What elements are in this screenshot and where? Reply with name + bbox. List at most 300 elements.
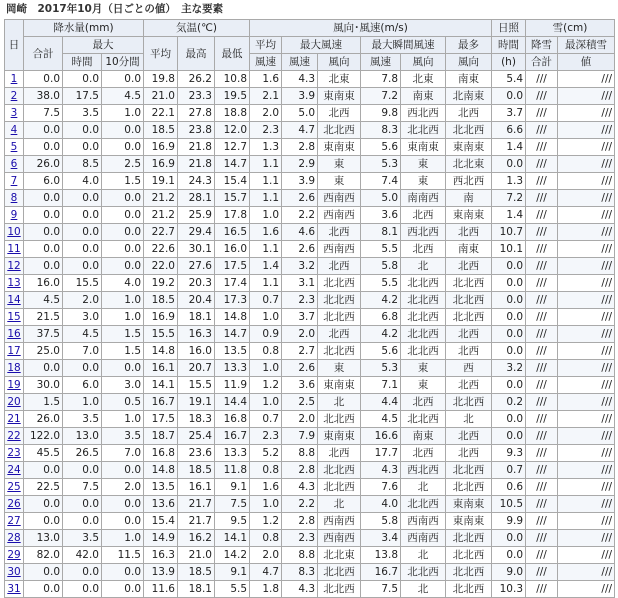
precip-10min-cell: 0.0 bbox=[102, 564, 144, 581]
snowdepth-cell: /// bbox=[558, 292, 615, 309]
precip-total-cell: 1.5 bbox=[24, 394, 63, 411]
wind-maxspeed-dir-cell: 西南西 bbox=[318, 190, 361, 207]
wind-gust-dir-cell: 北北西 bbox=[401, 309, 446, 326]
wind-gust-cell: 6.8 bbox=[361, 309, 401, 326]
wind-gust-cell: 4.2 bbox=[361, 292, 401, 309]
wind-gust-cell: 8.3 bbox=[361, 122, 401, 139]
temp-avg-cell: 18.5 bbox=[144, 122, 178, 139]
precip-max-header: 最大 bbox=[63, 37, 144, 54]
wind-mode-dir-cell: 北西 bbox=[446, 428, 492, 445]
day-link[interactable]: 28 bbox=[7, 532, 21, 544]
precip-hour-cell: 1.0 bbox=[63, 394, 102, 411]
wind-avg-cell: 2.0 bbox=[250, 547, 282, 564]
sunshine-cell: 3.2 bbox=[492, 360, 526, 377]
day-cell bbox=[5, 224, 24, 241]
snowfall-cell: /// bbox=[526, 496, 558, 513]
temp-avg-header: 平均 bbox=[144, 37, 178, 71]
precip-hour-cell: 15.5 bbox=[63, 275, 102, 292]
wind-gust-dir-cell: 西北西 bbox=[401, 105, 446, 122]
temp-max-cell: 28.1 bbox=[178, 190, 215, 207]
table-row bbox=[5, 479, 615, 496]
temp-max-cell: 20.7 bbox=[178, 360, 215, 377]
day-link[interactable]: 26 bbox=[7, 498, 21, 510]
wind-gust-cell: 7.8 bbox=[361, 71, 401, 88]
precip-total-cell: 45.5 bbox=[24, 445, 63, 462]
day-header: 日 bbox=[5, 20, 24, 71]
wind-mode-dir-cell: 北 bbox=[446, 411, 492, 428]
snowdepth-cell: /// bbox=[558, 343, 615, 360]
precip-total-header: 合計 bbox=[24, 37, 63, 71]
day-cell bbox=[5, 394, 24, 411]
precip-total-cell: 122.0 bbox=[24, 428, 63, 445]
wind-maxspeed-dir-cell: 北北西 bbox=[318, 411, 361, 428]
wind-mode-dir-cell: 東南東 bbox=[446, 139, 492, 156]
wind-gust-dir-cell: 西北西 bbox=[401, 224, 446, 241]
snowfall-cell: /// bbox=[526, 377, 558, 394]
snowfall-cell: /// bbox=[526, 360, 558, 377]
day-link[interactable]: 7 bbox=[10, 175, 18, 187]
day-cell bbox=[5, 411, 24, 428]
day-cell bbox=[5, 156, 24, 173]
precip-10min-cell: 0.0 bbox=[102, 513, 144, 530]
snowfall-cell: /// bbox=[526, 258, 558, 275]
snowfall-cell: /// bbox=[526, 428, 558, 445]
precip-total-cell: 0.0 bbox=[24, 564, 63, 581]
precip-10min-cell: 1.5 bbox=[102, 326, 144, 343]
wind-gust-dir-cell: 南南西 bbox=[401, 190, 446, 207]
temp-max-cell: 23.6 bbox=[178, 445, 215, 462]
wind-maxspeed-cell: 2.5 bbox=[282, 394, 318, 411]
wind-gust-cell: 5.5 bbox=[361, 275, 401, 292]
precip-10min-cell: 1.0 bbox=[102, 309, 144, 326]
sunshine-cell: 1.3 bbox=[492, 173, 526, 190]
precip-10min-cell: 0.0 bbox=[102, 207, 144, 224]
wind-avg-cell: 0.8 bbox=[250, 462, 282, 479]
temp-avg-cell: 15.5 bbox=[144, 326, 178, 343]
wind-maxspeed-dir-cell: 北西 bbox=[318, 445, 361, 462]
wind-maxspeed-dir-cell: 西南西 bbox=[318, 530, 361, 547]
precip-10min-cell: 1.5 bbox=[102, 343, 144, 360]
snowdepth-cell: /// bbox=[558, 360, 615, 377]
day-link[interactable]: 8 bbox=[10, 192, 18, 204]
wind-gust-dir-cell: 西南西 bbox=[401, 530, 446, 547]
table-row bbox=[5, 360, 615, 377]
wind-gust-cell: 5.3 bbox=[361, 360, 401, 377]
snowdepth-cell: /// bbox=[558, 326, 615, 343]
temp-avg-cell: 16.1 bbox=[144, 360, 178, 377]
snowdepth-cell: /// bbox=[558, 275, 615, 292]
precip-hour-header: 時間 bbox=[63, 54, 102, 71]
wind-maxspeed-cell: 4.3 bbox=[282, 581, 318, 598]
temp-max-cell: 21.8 bbox=[178, 139, 215, 156]
wind-gust-dir-cell: 北北西 bbox=[401, 122, 446, 139]
wind-avg-cell: 0.7 bbox=[250, 292, 282, 309]
snowfall-cell: /// bbox=[526, 309, 558, 326]
precip-hour-cell: 26.5 bbox=[63, 445, 102, 462]
day-link[interactable]: 16 bbox=[7, 328, 21, 340]
wind-maxspeed-cell: 2.2 bbox=[282, 496, 318, 513]
temp-avg-cell: 15.4 bbox=[144, 513, 178, 530]
table-row bbox=[5, 496, 615, 513]
temp-avg-cell: 21.2 bbox=[144, 207, 178, 224]
wind-maxspeed-cell: 7.9 bbox=[282, 428, 318, 445]
temp-min-cell: 17.5 bbox=[215, 258, 250, 275]
precip-10min-cell: 0.0 bbox=[102, 139, 144, 156]
wind-maxspeed-dir-cell: 北 bbox=[318, 496, 361, 513]
wind-maxspeed-dir-cell: 西南西 bbox=[318, 207, 361, 224]
precip-total-cell: 38.0 bbox=[24, 88, 63, 105]
snowfall-cell: /// bbox=[526, 513, 558, 530]
table-row bbox=[5, 394, 615, 411]
temp-max-cell: 27.8 bbox=[178, 105, 215, 122]
wind-maxspeed-cell: 4.3 bbox=[282, 479, 318, 496]
snowdepth-cell: /// bbox=[558, 71, 615, 88]
wind-maxspeed-dir-cell: 東南東 bbox=[318, 428, 361, 445]
day-link[interactable]: 30 bbox=[7, 566, 21, 578]
day-link[interactable]: 6 bbox=[10, 158, 18, 170]
day-link[interactable]: 20 bbox=[7, 396, 21, 408]
precip-hour-cell: 0.0 bbox=[63, 71, 102, 88]
table-header bbox=[5, 20, 615, 71]
wind-maxspeed-cell: 2.6 bbox=[282, 360, 318, 377]
wind-gust-header: 最大瞬間風速 bbox=[361, 37, 446, 54]
day-link[interactable]: 19 bbox=[7, 379, 21, 391]
temp-avg-cell: 19.8 bbox=[144, 71, 178, 88]
table-row bbox=[5, 122, 615, 139]
snowdepth-header-bottom: 値 bbox=[558, 54, 615, 71]
temp-min-cell: 14.2 bbox=[215, 547, 250, 564]
wind-avg-cell: 2.1 bbox=[250, 88, 282, 105]
wind-mode-dir-cell: 北西 bbox=[446, 326, 492, 343]
wind-avg-cell: 1.2 bbox=[250, 377, 282, 394]
sunshine-cell: 1.4 bbox=[492, 207, 526, 224]
table-row bbox=[5, 530, 615, 547]
table-row bbox=[5, 445, 615, 462]
precip-hour-cell: 0.0 bbox=[63, 496, 102, 513]
wind-gust-cell: 5.0 bbox=[361, 190, 401, 207]
table-row bbox=[5, 156, 615, 173]
temp-avg-cell: 18.5 bbox=[144, 292, 178, 309]
temp-min-cell: 16.7 bbox=[215, 428, 250, 445]
wind-maxspeed-cell: 2.7 bbox=[282, 343, 318, 360]
snowfall-cell: /// bbox=[526, 156, 558, 173]
day-link[interactable]: 4 bbox=[10, 124, 18, 136]
wind-maxspeed-dir-cell: 東 bbox=[318, 173, 361, 190]
temp-min-cell: 14.7 bbox=[215, 326, 250, 343]
wind-mode-dir-cell: 北西 bbox=[446, 343, 492, 360]
temp-max-cell: 21.8 bbox=[178, 156, 215, 173]
day-link[interactable]: 24 bbox=[7, 464, 21, 476]
table-row bbox=[5, 377, 615, 394]
wind-gust-dir-cell: 南東 bbox=[401, 88, 446, 105]
wind-mode-dir-cell: 北北西 bbox=[446, 581, 492, 598]
snowdepth-cell: /// bbox=[558, 445, 615, 462]
wind-maxspeed-dir-cell: 北北東 bbox=[318, 547, 361, 564]
temp-min-cell: 14.1 bbox=[215, 530, 250, 547]
wind-gust-speed-header: 風速 bbox=[361, 54, 401, 71]
wind-maxspeed-dir-cell: 東南東 bbox=[318, 88, 361, 105]
wind-mode-header-bottom: 風向 bbox=[446, 54, 492, 71]
wind-avg-cell: 1.0 bbox=[250, 309, 282, 326]
day-cell bbox=[5, 530, 24, 547]
day-link[interactable]: 23 bbox=[7, 447, 21, 459]
wind-maxspeed-dir-cell: 北北西 bbox=[318, 343, 361, 360]
wind-maxspeed-speed-header: 風速 bbox=[282, 54, 318, 71]
snowdepth-cell: /// bbox=[558, 547, 615, 564]
temp-min-cell: 14.7 bbox=[215, 156, 250, 173]
wind-mode-dir-cell: 北西 bbox=[446, 377, 492, 394]
day-link[interactable]: 10 bbox=[7, 226, 21, 238]
snowdepth-cell: /// bbox=[558, 564, 615, 581]
snowfall-cell: /// bbox=[526, 207, 558, 224]
temp-avg-cell: 16.9 bbox=[144, 139, 178, 156]
snowfall-cell: /// bbox=[526, 564, 558, 581]
temp-max-header: 最高 bbox=[178, 37, 215, 71]
precip-total-cell: 30.0 bbox=[24, 377, 63, 394]
precip-total-cell: 26.0 bbox=[24, 411, 63, 428]
day-link[interactable]: 13 bbox=[7, 277, 21, 289]
temp-min-cell: 11.9 bbox=[215, 377, 250, 394]
sunshine-cell: 3.7 bbox=[492, 105, 526, 122]
wind-maxspeed-dir-cell: 北北西 bbox=[318, 309, 361, 326]
precip-10min-cell: 0.0 bbox=[102, 496, 144, 513]
snowdepth-cell: /// bbox=[558, 224, 615, 241]
precip-10min-header: 10分間 bbox=[102, 54, 144, 71]
snowdepth-cell: /// bbox=[558, 428, 615, 445]
temp-min-cell: 9.1 bbox=[215, 479, 250, 496]
snowdepth-cell: /// bbox=[558, 377, 615, 394]
wind-gust-cell: 16.6 bbox=[361, 428, 401, 445]
wind-maxspeed-cell: 2.9 bbox=[282, 156, 318, 173]
sunshine-cell: 0.0 bbox=[492, 343, 526, 360]
wind-gust-dir-cell: 北西 bbox=[401, 394, 446, 411]
wind-gust-cell: 3.4 bbox=[361, 530, 401, 547]
snowdepth-cell: /// bbox=[558, 479, 615, 496]
wind-maxspeed-cell: 2.3 bbox=[282, 530, 318, 547]
day-link[interactable]: 18 bbox=[7, 362, 21, 374]
sunshine-cell: 0.0 bbox=[492, 326, 526, 343]
temp-max-cell: 16.0 bbox=[178, 343, 215, 360]
temp-avg-cell: 16.3 bbox=[144, 547, 178, 564]
wind-avg-cell: 1.0 bbox=[250, 207, 282, 224]
wind-gust-cell: 7.4 bbox=[361, 173, 401, 190]
day-link[interactable]: 17 bbox=[7, 345, 21, 357]
table-row bbox=[5, 88, 615, 105]
wind-mode-dir-cell: 西北西 bbox=[446, 173, 492, 190]
wind-gust-cell: 9.8 bbox=[361, 105, 401, 122]
precip-10min-cell: 0.0 bbox=[102, 122, 144, 139]
day-link[interactable]: 22 bbox=[7, 430, 21, 442]
wind-mode-dir-cell: 北西 bbox=[446, 224, 492, 241]
day-link[interactable]: 5 bbox=[10, 141, 18, 153]
snowdepth-cell: /// bbox=[558, 258, 615, 275]
table-row bbox=[5, 547, 615, 564]
wind-maxspeed-cell: 3.6 bbox=[282, 377, 318, 394]
precip-total-cell: 0.0 bbox=[24, 513, 63, 530]
day-link[interactable]: 15 bbox=[7, 311, 21, 323]
table-row bbox=[5, 258, 615, 275]
wind-avg-cell: 0.8 bbox=[250, 343, 282, 360]
temp-avg-cell: 16.9 bbox=[144, 309, 178, 326]
wind-maxspeed-cell: 3.2 bbox=[282, 258, 318, 275]
wind-gust-dir-cell: 北西 bbox=[401, 445, 446, 462]
wind-avg-header-top: 平均 bbox=[250, 37, 282, 54]
wind-gust-cell: 4.3 bbox=[361, 462, 401, 479]
day-cell bbox=[5, 71, 24, 88]
wind-maxspeed-cell: 3.1 bbox=[282, 275, 318, 292]
temp-avg-cell: 14.8 bbox=[144, 343, 178, 360]
wind-maxspeed-cell: 8.8 bbox=[282, 547, 318, 564]
wind-gust-cell: 7.5 bbox=[361, 581, 401, 598]
day-link[interactable]: 1 bbox=[10, 73, 18, 85]
wind-mode-dir-cell: 北北東 bbox=[446, 156, 492, 173]
precip-group-header: 降水量(mm) bbox=[24, 20, 144, 37]
snowdepth-cell: /// bbox=[558, 88, 615, 105]
wind-maxspeed-dir-cell: 北西 bbox=[318, 258, 361, 275]
temp-min-cell: 9.5 bbox=[215, 513, 250, 530]
day-link[interactable]: 14 bbox=[7, 294, 21, 306]
day-cell bbox=[5, 275, 24, 292]
day-cell bbox=[5, 445, 24, 462]
day-link[interactable]: 31 bbox=[7, 583, 21, 595]
wind-maxspeed-cell: 2.0 bbox=[282, 326, 318, 343]
precip-hour-cell: 2.0 bbox=[63, 292, 102, 309]
temp-avg-cell: 19.2 bbox=[144, 275, 178, 292]
day-link[interactable]: 29 bbox=[7, 549, 21, 561]
snowfall-cell: /// bbox=[526, 445, 558, 462]
wind-mode-dir-cell: 北西 bbox=[446, 258, 492, 275]
day-link[interactable]: 27 bbox=[7, 515, 21, 527]
wind-mode-dir-cell: 北西 bbox=[446, 105, 492, 122]
wind-maxspeed-dir-cell: 北北西 bbox=[318, 479, 361, 496]
precip-10min-cell: 1.0 bbox=[102, 292, 144, 309]
table-row bbox=[5, 292, 615, 309]
day-cell bbox=[5, 258, 24, 275]
wind-avg-cell: 1.6 bbox=[250, 71, 282, 88]
wind-maxspeed-dir-header: 風向 bbox=[318, 54, 361, 71]
wind-maxspeed-dir-cell: 北西 bbox=[318, 224, 361, 241]
precip-10min-cell: 4.5 bbox=[102, 88, 144, 105]
wind-maxspeed-dir-cell: 東南東 bbox=[318, 377, 361, 394]
precip-10min-cell: 3.0 bbox=[102, 377, 144, 394]
wind-avg-cell: 2.3 bbox=[250, 122, 282, 139]
day-link[interactable]: 25 bbox=[7, 481, 21, 493]
wind-gust-cell: 5.8 bbox=[361, 258, 401, 275]
day-link[interactable]: 9 bbox=[10, 209, 18, 221]
temp-max-cell: 15.5 bbox=[178, 377, 215, 394]
wind-gust-cell: 7.2 bbox=[361, 88, 401, 105]
day-link[interactable]: 11 bbox=[7, 243, 21, 255]
precip-total-cell: 16.0 bbox=[24, 275, 63, 292]
precip-total-cell: 82.0 bbox=[24, 547, 63, 564]
wind-mode-dir-cell: 北北西 bbox=[446, 394, 492, 411]
wind-maxspeed-cell: 2.2 bbox=[282, 207, 318, 224]
precip-hour-cell: 0.0 bbox=[63, 462, 102, 479]
temp-max-cell: 19.1 bbox=[178, 394, 215, 411]
precip-hour-cell: 0.0 bbox=[63, 513, 102, 530]
precip-hour-cell: 0.0 bbox=[63, 564, 102, 581]
snowdepth-cell: /// bbox=[558, 122, 615, 139]
precip-hour-cell: 0.0 bbox=[63, 122, 102, 139]
temp-max-cell: 21.7 bbox=[178, 496, 215, 513]
sunshine-cell: 10.1 bbox=[492, 241, 526, 258]
day-cell bbox=[5, 292, 24, 309]
snowfall-cell: /// bbox=[526, 71, 558, 88]
snowdepth-cell: /// bbox=[558, 462, 615, 479]
temp-min-cell: 13.3 bbox=[215, 445, 250, 462]
table-row bbox=[5, 105, 615, 122]
temp-max-cell: 18.1 bbox=[178, 581, 215, 598]
day-cell bbox=[5, 581, 24, 598]
table-row bbox=[5, 309, 615, 326]
sunshine-header-top: 日照 bbox=[492, 20, 526, 37]
temp-max-cell: 18.1 bbox=[178, 309, 215, 326]
sunshine-cell: 1.4 bbox=[492, 139, 526, 156]
day-cell bbox=[5, 360, 24, 377]
wind-maxspeed-cell: 3.9 bbox=[282, 173, 318, 190]
temp-max-cell: 18.3 bbox=[178, 411, 215, 428]
day-cell bbox=[5, 241, 24, 258]
day-link[interactable]: 21 bbox=[7, 413, 21, 425]
wind-avg-cell: 1.3 bbox=[250, 139, 282, 156]
wind-gust-cell: 8.1 bbox=[361, 224, 401, 241]
wind-gust-dir-cell: 東南東 bbox=[401, 139, 446, 156]
sunshine-cell: 9.3 bbox=[492, 445, 526, 462]
precip-total-cell: 0.0 bbox=[24, 496, 63, 513]
snowfall-cell: /// bbox=[526, 411, 558, 428]
temp-max-cell: 20.3 bbox=[178, 275, 215, 292]
temp-min-cell: 14.4 bbox=[215, 394, 250, 411]
temp-min-cell: 10.8 bbox=[215, 71, 250, 88]
wind-maxspeed-cell: 3.7 bbox=[282, 309, 318, 326]
wind-mode-dir-cell: 東南東 bbox=[446, 513, 492, 530]
snowfall-cell: /// bbox=[526, 292, 558, 309]
table-row bbox=[5, 241, 615, 258]
wind-avg-cell: 0.9 bbox=[250, 326, 282, 343]
day-link[interactable]: 2 bbox=[10, 90, 18, 102]
wind-maxspeed-cell: 4.6 bbox=[282, 224, 318, 241]
wind-maxspeed-cell: 2.3 bbox=[282, 292, 318, 309]
table-row bbox=[5, 581, 615, 598]
temp-max-cell: 20.4 bbox=[178, 292, 215, 309]
wind-maxspeed-dir-cell: 東 bbox=[318, 360, 361, 377]
snowfall-cell: /// bbox=[526, 88, 558, 105]
day-cell bbox=[5, 173, 24, 190]
wind-avg-cell: 1.8 bbox=[250, 581, 282, 598]
snowdepth-cell: /// bbox=[558, 309, 615, 326]
precip-total-cell: 0.0 bbox=[24, 258, 63, 275]
day-cell bbox=[5, 326, 24, 343]
precip-total-cell: 0.0 bbox=[24, 462, 63, 479]
wind-maxspeed-cell: 8.3 bbox=[282, 564, 318, 581]
wind-gust-cell: 5.8 bbox=[361, 513, 401, 530]
wind-maxspeed-cell: 2.6 bbox=[282, 241, 318, 258]
precip-10min-cell: 2.0 bbox=[102, 479, 144, 496]
wind-gust-cell: 7.1 bbox=[361, 377, 401, 394]
wind-avg-cell: 1.1 bbox=[250, 275, 282, 292]
wind-maxspeed-dir-cell: 北北西 bbox=[318, 122, 361, 139]
sunshine-cell: 0.0 bbox=[492, 411, 526, 428]
wind-maxspeed-dir-cell: 東南東 bbox=[318, 139, 361, 156]
sunshine-unit-header: (h) bbox=[492, 54, 526, 71]
day-link[interactable]: 3 bbox=[10, 107, 18, 119]
wind-maxspeed-cell: 2.6 bbox=[282, 190, 318, 207]
wind-avg-cell: 1.0 bbox=[250, 394, 282, 411]
day-link[interactable]: 12 bbox=[7, 260, 21, 272]
wind-mode-dir-cell: 北北西 bbox=[446, 309, 492, 326]
wind-maxspeed-dir-cell: 北西 bbox=[318, 326, 361, 343]
temp-avg-cell: 22.1 bbox=[144, 105, 178, 122]
